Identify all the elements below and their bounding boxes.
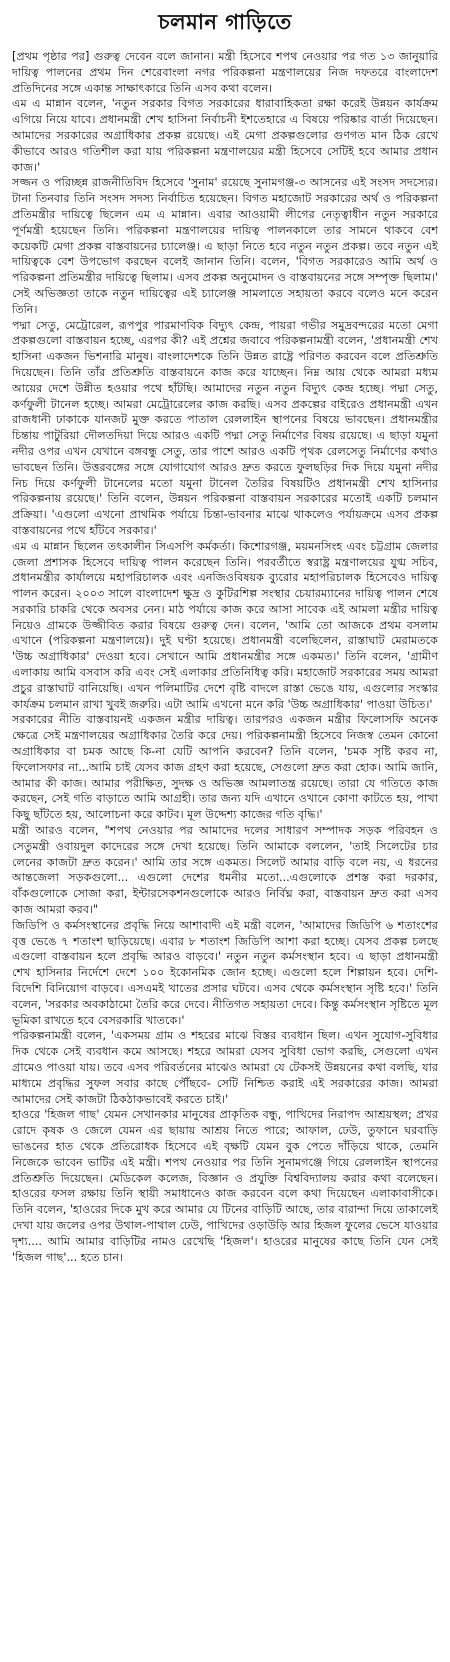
article-paragraph-2: এম এ মান্নান বলেন, 'নতুন সরকার বিগত সরকারের ধারাবাহিকতা রক্ষা করেই উন্নয়ন কার্যক্রম এগিয়ে নিয়ে যাবে। প্রধানমন্ত্রী শেখ হাসিনা নির্বাচনী ইশতেহারে এ বিষয়ে পরিষ্কার বার্তা দিয়েছেন। আমাদের সরকারের অগ্রাধিকার প্রকল্প রয়েছে। এই মেগা প্রকল্পগুলোর গুণগত মান ঠিক রেখে কীভাবে আরও গতিশীল করা যায় পরিকল্পনা মন্ত্রণালয়ের মন্ত্রী হিসেবে সেটিই হবে আমার প্রধান কাজ।' — [12, 97, 438, 174]
article-paragraph-5: এম এ মান্নান ছিলেন তৎকালীন সিএসপি কর্মকর্তা। কিশোরগঞ্জ, ময়মনসিংহ এবং চট্টগ্রাম জেলার জেলা প্রশাসক হিসেবে দায়িত্ব পালন করেছেন তিনি। পরবর্তীতে স্বরাষ্ট্র মন্ত্রণালয়ের যুগ্ম সচিব, প্রধানমন্ত্রীর কার্যালয়ে মহাপরিচালক এবং এনজিওবিষয়ক ব্যুরোর মহাপরিচালক হিসেবেও দায়িত্ব পালন করেন। ২০০৩ সালে বাংলাদেশ ক্ষুদ্র ও কুটিরশিল্প সংস্থার চেয়ারম্যানের দায়িত্ব পালন শেষে সরকারি চাকরি থেকে অবসর নেন। মাঠ পর্যায়ে কাজ করে আসা সাবেক এই আমলা মন্ত্রীর দায়িত্ব নিয়েও গ্রামকে উজ্জীবিত করার বিষয়ে গুরুত্ব দেন। বলেন, 'আমি তো আজকে প্রথম বসলাম এখানে (পরিকল্পনা মন্ত্রণালয়ে)। দুই ঘণ্টা হয়েছে। প্রধানমন্ত্রী বলেছিলেন, রাস্তাঘাট মেরামতকে 'উচ্চ অগ্রাধিকার' দেওয়া হবে। সেখানে আমি প্রধানমন্ত্রীর সঙ্গে একমত।' তিনি বলেন, 'গ্রামীণ এলাকায় আমি বসবাস করি এবং সেই এলাকার প্রতিনিধিত্ব করি। মহাজোট সরকারের সময় আমরা প্রচুর রাস্তাঘাট বানিয়েছি। এখন পলিমাটির দেশে বৃষ্টি বাদলে রাস্তা ভেঙে যায়, এগুলোর সংস্কার কার্যক্রম চলমান রাখা খুবই জরুরি। এটা আমি এখনো মনে করি 'উচ্চ অগ্রাধিকার' পাওয়া উচিত।' — [12, 539, 438, 711]
article-paragraph-1 — [12, 49, 438, 96]
continued-from-label: [প্রথম পৃষ্ঠার পর] — [12, 50, 90, 63]
article-paragraph-3: সজ্জন ও পরিচ্ছন্ন রাজনীতিবিদ হিসেবে 'সুনাম' রয়েছে সুনামগঞ্জ-৩ আসনের এই সংসদ সদস্যের। টানা তিনবার তিনি সংসদ সদস্য নির্বাচিত হয়েছেন। বিগত মহাজোট সরকারের অর্থ ও পরিকল্পনা প্রতিমন্ত্রীর দায়িত্বে ছিলেন এম এ মান্নান। এবার আওয়ামী লীগের নেতৃত্বাধীন নতুন সরকারে পূর্ণমন্ত্রী হয়েছেন তিনি। পরিকল্পনা মন্ত্রণালয়ের দায়িত্ব পালনকালে তার সামনে থাকবে বেশ কয়েকটি মেগা প্রকল্প বাস্তবায়নের চ্যালেঞ্জ। এ ছাড়া নিতে হবে নতুন নতুন প্রকল্প। তবে নতুন এই দায়িত্বকে বেশ উপভোগ করছেন বলেই জানান তিনি। বলেন, 'বিগত সরকারেও আমি অর্থ ও পরিকল্পনা প্রতিমন্ত্রীর দায়িত্বে ছিলাম। এসব প্রকল্প অনুমোদন ও বাস্তবায়নের সঙ্গে সম্পৃক্ত ছিলাম।' সেই অভিজ্ঞতা তাকে নতুন দায়িত্বের এই চ্যালেঞ্জ সামলাতে সহায়তা করবে বলেও মনে করেন তিনি। — [12, 176, 438, 316]
article-paragraph-7: মন্ত্রী আরও বলেন, "শপথ নেওয়ার পর আমাদের দলের সাধারণ সম্পাদক সড়ক পরিবহন ও সেতুমন্ত্রী ওবায়দুল কাদেরের সঙ্গে দেখা হয়েছে। তিনি আমাকে বললেন, 'তাই সিলেটের চার লেনের কাজটা দ্রুত করেন।' আমি তার সঙ্গে একমত। সিলেট আমার বাড়ি বলে নয়, এ ধরনের আন্তজেলা সড়কগুলো... এগুলো দেশের ধমনীর মতো...এগুলোকে প্রশস্ত করা দরকার, বাঁকগুলোকে সোজা করা, ইন্টারসেকশনগুলোকে আরও নির্বিঘ্ন করা, বাস্তবায়ন দ্রুত করা এসব কাজ আমরা করব।" — [12, 824, 438, 917]
paragraph-text: গুরুত্ব দেবেন বলে জানান। মন্ত্রী হিসেবে শপথ নেওয়ার পর গত ১৩ জানুয়ারি দায়িত্ব পালনের প্রথম দিন শেরেবাংলা নগর পরিকল্পনা মন্ত্রণালয়ের নিজ দফতরে বাংলাদেশ প্রতিদিনের সঙ্গে একান্ত সাক্ষাৎকারে তিনি এসব কথা বলেন। — [12, 50, 438, 95]
article-paragraph-10: হাওরে 'হিজল গাছ' যেমন সেখানকার মানুষের প্রাকৃতিক বন্ধু, পাখিদের নিরাপদ আশ্রয়স্থল; প্রখর রোদে কৃষক ও জেলে যেমন এর ছায়ায় আশ্রয় নিতে পারে; আফাল, ঢেউ, তুফানে ঘরবাড়ি ভাঙনের হাত থেকে প্রতিরোধক হিসেবে এই বৃক্ষটি যেমন বুক পেতে দাঁড়িয়ে থাকে, তেমনি নিজেকে ভাবেন ভাটির এই মন্ত্রী। শপথ নেওয়ার পর তিনি সুনামগঞ্জে গিয়ে রেললাইন স্থাপনের প্রতিশ্রুতি দিয়েছেন। মেডিকেল কলেজ, বিজ্ঞান ও প্রযুক্তি বিশ্ববিদ্যালয় করার কথা বলেছেন। হাওরের ফসল রক্ষায় তিনি স্থায়ী সমাধানেও কাজ করবেন বলে কথা দিয়েছেন এলাকাবাসীকে। তিনি বলেন, 'হাওরের দিকে মুখ করে আমার যে টিনের বাড়িটি আছে, তার বারান্দা দিয়ে তাকালেই দেখা যায় জলের ওপর উথাল-পাথাল ঢেউ, পাখিদের ওড়াউড়ি আর হিজল ফুলের ভেসে যাওয়ার দৃশ্য.... আমি আমার বাড়িটির নামও রেখেছি 'হিজল'। হাওরের মানুষের কাছে তিনি যেন সেই 'হিজল গাছ'... হতে চান। — [12, 1108, 438, 1264]
article-paragraph-4: পদ্মা সেতু, মেট্রোরেল, রূপপুর পারমাণবিক বিদ্যুৎ কেন্দ্র, পায়রা গভীর সমুদ্রবন্দরের মতো মেগা প্রকল্পগুলো বাস্তবায়ন হচ্ছে, এরপর কী? এই প্রশ্নের জবাবে পরিকল্পনামন্ত্রী বলেন, 'প্রধানমন্ত্রী শেখ হাসিনা একজন ভিশনারি মানুষ। বাংলাদেশকে তিনি উন্নত রাষ্ট্রে পরিণত করবেন বলে প্রতিশ্রুতি দিয়েছেন। তিনি তাঁর প্রতিশ্রুতি বাস্তবায়নে কাজ করে যাচ্ছেন। নিম্ন আয় থেকে আমরা মধ্যম আয়ের দেশে উন্নীত হওয়ার পথে হাঁটছি। আমাদের নতুন নতুন বিদ্যুৎ কেন্দ্র হচ্ছে। পদ্মা সেতু, কর্ণফুলী টানেল হচ্ছে। আমরা মেট্রোরেলের কাজ করছি। এসব প্রকল্পের বাইরেও প্রধানমন্ত্রী এখন রাজধানী ঢাকাকে যানজট মুক্ত করতে পাতাল রেললাইন স্থাপনের বিষয়ে ভাবছেন। প্রধানমন্ত্রীর চিন্তায় পাটুরিয়া দৌলতদিয়া দিয়ে আরও একটি পদ্মা সেতু নির্মাণের বিষয় রয়েছে। এ ছাড়া যমুনা নদীর ওপর এখন যেখানে বঙ্গবন্ধু সেতু, তার পাশে আরও একটি পৃথক রেলসেতু নির্মাণের কথাও ভাবছেন তিনি। উত্তরবঙ্গের সঙ্গে যোগাযোগ আরও দ্রুত করতে ফুলছড়ির দিক দিয়ে যমুনা নদীর নিচ দিয়ে কর্ণফুলী টানেলের মতো যমুনা টানেল তৈরির বিষয়টিও প্রধানমন্ত্রী শেখ হাসিনার পরিকল্পনায় রয়েছে।' তিনি বলেন, উন্নয়ন পরিকল্পনা বাস্তবায়ন সরকারের মতোই একটি চলমান প্রক্রিয়া। 'এগুলো এখনো প্রাথমিক পর্যায়ে চিন্তা-ভাবনার মাঝে থাকলেও পর্যায়ক্রমে এসব প্রকল্প বাস্তবায়নের পথে হাঁটবে সরকার।' — [12, 318, 438, 537]
article-headline: চলমান গাড়িতে — [158, 10, 292, 34]
article-paragraph-8: জিডিপি ও কর্মসংস্থানের প্রবৃদ্ধি নিয়ে আশাবাদী এই মন্ত্রী বলেন, 'আমাদের জিডিপি ৬ শতাংশের বৃত্ত ভেঙে ৭ শতাংশ ছাড়িয়েছে। এবার ৮ শতাংশ জিডিপি আশা করা হচ্ছে। যেসব প্রকল্প চলছে এগুলো বাস্তবায়ন হলে প্রবৃদ্ধি আরও বাড়বে।' নতুন নতুন কর্মসংস্থান হবে। এ ছাড়া প্রধানমন্ত্রী শেখ হাসিনার নির্দেশে দেশে ১০০ ইকোনমিক জোন হচ্ছে। এগুলো হলে শিল্পায়ন হবে। দেশি-বিদেশি বিনিয়োগ বাড়বে। এসএমই খাতের প্রসার ঘটবে। এসব থেকে কর্মসংস্থান সৃষ্টি হবে।' তিনি বলেন, 'সরকার অবকাঠামো তৈরি করে দেবে। নীতিগত সহায়তা দেবে। কিন্তু কর্মসংস্থান সৃষ্টিতে মূল ভূমিকা রাখতে হবে বেসরকারি খাতকে।' — [12, 918, 438, 1027]
article-paragraph-6: সরকারের নীতি বাস্তবায়নই একজন মন্ত্রীর দায়িত্ব। তারপরও একজন মন্ত্রীর ফিলোসফি অনেক ক্ষেত্রে সেই মন্ত্রণালয়ের অগ্রাধিকার তৈরি করে দেয়। পরিকল্পনামন্ত্রী হিসেবে নিজস্ব তেমন কোনো অগ্রাধিকার বা চমক আছে কি-না যেটি আপনি করবেন? তিনি বলেন, 'চমক সৃষ্টি করব না, ফিলোসফার না...আমি চাই যেসব কাজ গ্রহণ করা হয়েছে, সেগুলো দ্রুত করা হোক। আমি জানি, আমার কী কাজ। আমার পরীক্ষিত, সুদক্ষ ও অভিজ্ঞ আমলাতন্ত্র রয়েছে। তারা যে গতিতে কাজ করছেন, সেই গতি বাড়াতে আমি আগ্রহী। তার জন্য যদি এখানে ওখানে কোণা কাটতে হয়, পাখা কিছু ছাঁটতে হয়, আলোচনা করে কাটব। মূল উদ্দেশ্য কাজের গতি বৃদ্ধি।' — [12, 713, 438, 822]
article-paragraph-9: পরিকল্পনামন্ত্রী বলেন, 'একসময় গ্রাম ও শহরের মাঝে বিস্তর ব্যবধান ছিল। এখন সুযোগ-সুবিধার দিক থেকে সেই ব্যবধান কমে আসছে। শহরে আমরা যেসব সুবিধা ভোগ করছি, সেগুলো এখন গ্রামেও পাওয়া যায়। তবে এসব পরিবর্তনের মাঝেও আমরা যে টেকসই উন্নয়নের কথা বলছি, যার মাধ্যমে প্রবৃদ্ধির সুফল সবার কাছে পৌঁছবে- সেটি নিশ্চিত করাই এই সরকারের কাজ। আমরা আমাদের সেই কাজটা ঠিকঠাকভাবেই করতে চাই।' — [12, 1029, 438, 1106]
